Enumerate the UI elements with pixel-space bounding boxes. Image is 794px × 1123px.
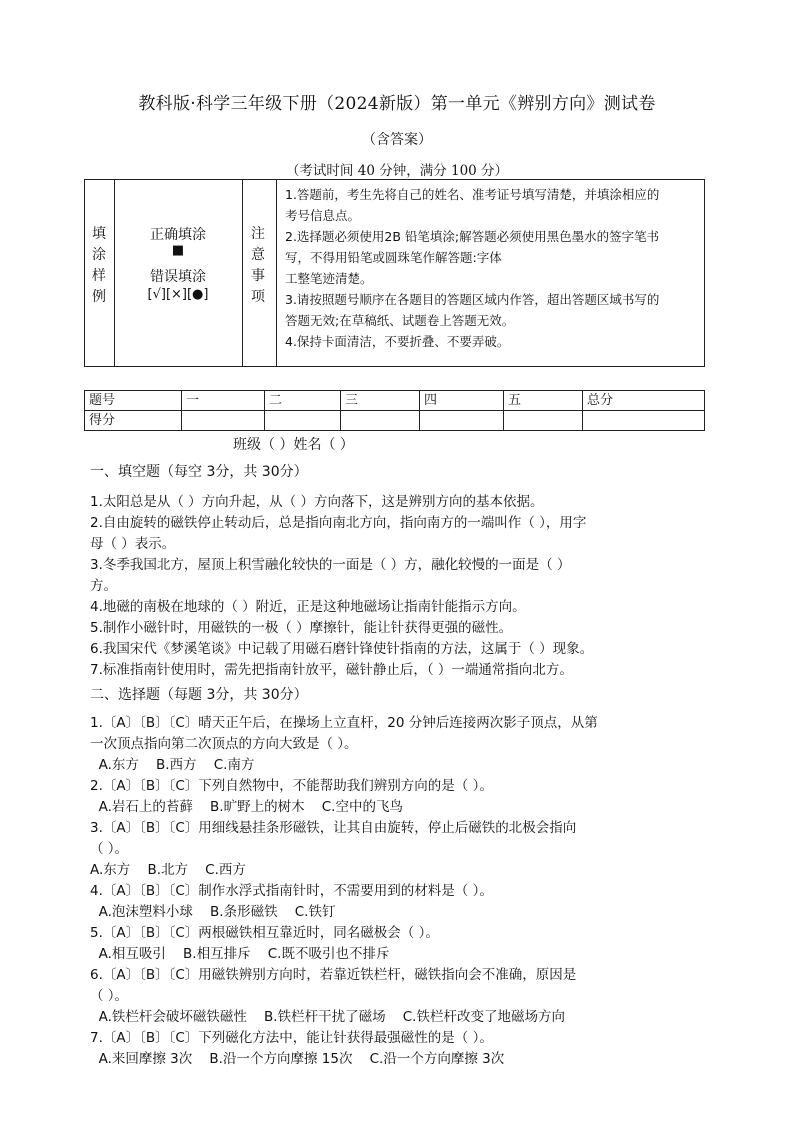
page-title: 教科版·科学三年级下册（2024新版）第一单元《辨别方向》测试卷 [138, 94, 656, 114]
correct-fill-mark: ■ [171, 243, 185, 258]
label-char: 事 [251, 268, 265, 284]
score-cell[interactable] [583, 411, 705, 431]
choice-question: 7.〔A〕〔B〕〔C〕下列磁化方法中，能让针获得最强磁性的是（ ）。 [90, 1030, 493, 1046]
note-line: 3.请按照题号顺序在各题目的答题区域内作答，超出答题区域书写的 [285, 292, 660, 307]
score-cell[interactable] [265, 411, 341, 431]
choice-options: A.岩石上的苔藓 B.旷野上的树木 C.空中的飞鸟 [90, 799, 403, 815]
score-header-cell: 题号 [85, 391, 182, 411]
label-char: 注 [251, 226, 265, 242]
label-char: 意 [251, 247, 265, 263]
score-table [84, 390, 705, 431]
label-char: 例 [92, 289, 106, 305]
score-header-cell: 三 [341, 391, 420, 411]
class-name-line: 班级（ ）姓名（ ） [233, 437, 354, 453]
label-char: 项 [251, 289, 265, 305]
score-cell[interactable] [420, 411, 504, 431]
fill-question: 3.冬季我国北方，屋顶上积雪融化较快的一面是（ ）方，融化较慢的一面是（ ） [90, 557, 571, 573]
note-line: 4.保持卡面清洁，不要折叠、不要弄破。 [285, 334, 510, 349]
score-header-cell: 二 [265, 391, 341, 411]
correct-fill-label: 正确填涂 [150, 227, 206, 243]
label-char: 样 [92, 268, 106, 284]
choice-question: 一次顶点指向第二次顶点的方向大致是（ ）。 [90, 736, 358, 752]
note-line: 答题无效;在草稿纸、试题卷上答题无效。 [285, 313, 515, 328]
score-cell[interactable] [182, 411, 265, 431]
choice-options: A.泡沫塑料小球 B.条形磁铁 C.铁钉 [90, 904, 336, 920]
choice-question: （ ）。 [90, 841, 129, 857]
choice-options: A.相互吸引 B.相互排斥 C.既不吸引也不排斥 [90, 946, 390, 962]
fill-question: 4.地磁的南极在地球的（ ）附近，正是这种地磁场让指南针能指示方向。 [90, 599, 526, 615]
section1-heading: 一、填空题（每空 3分，共 30分） [90, 464, 308, 480]
choice-question: （ ）。 [90, 988, 129, 1004]
wrong-fill-label: 错误填涂 [150, 269, 206, 285]
score-header-cell: 总分 [583, 391, 705, 411]
score-cell[interactable] [504, 411, 583, 431]
fill-question: 7.标准指南针使用时，需先把指南针放平，磁针静止后，（ ）一端通常指向北方。 [90, 662, 573, 678]
note-line: 考号信息点。 [285, 208, 361, 223]
score-value-row [85, 411, 705, 431]
note-line: 1.答题前，考生先将自己的姓名、准考证号填写清楚，并填涂相应的 [285, 187, 660, 202]
choice-question: 4.〔A〕〔B〕〔C〕制作水浮式指南针时，不需要用到的材料是（ ）。 [90, 883, 493, 899]
choice-question: 5.〔A〕〔B〕〔C〕两根磁铁相互靠近时，同名磁极会（ ）。 [90, 925, 439, 941]
score-header-cell: 一 [182, 391, 265, 411]
choice-question: 6.〔A〕〔B〕〔C〕用磁铁辨别方向时，若靠近铁栏杆，磁铁指向会不准确，原因是 [90, 967, 577, 983]
fill-question: 5.制作小磁针时，用磁铁的一极（ ）摩擦针，能让针获得更强的磁性。 [90, 620, 513, 636]
fill-question: 2.自由旋转的磁铁停止转动后，总是指向南北方向，指向南方的一端叫作（ ），用字 [90, 515, 587, 531]
choice-question: 2.〔A〕〔B〕〔C〕下列自然物中，不能帮助我们辨别方向的是（ ）。 [90, 778, 493, 794]
fill-question: 方。 [90, 578, 117, 594]
page-subtitle: （含答案） [362, 132, 432, 148]
exam-info: （考试时间 40 分钟，满分 100 分） [285, 163, 509, 179]
choice-options: A.铁栏杆会破坏磁铁磁性 B.铁栏杆干扰了磁场 C.铁栏杆改变了地磁场方向 [90, 1009, 565, 1025]
choice-options: A.东方 B.北方 C.西方 [90, 862, 246, 878]
notes-label [250, 224, 266, 308]
fill-question: 1.太阳总是从（ ）方向升起，从（ ）方向落下，这是辨别方向的基本依据。 [90, 494, 544, 510]
score-header-cell: 五 [504, 391, 583, 411]
choice-options: A.来回摩擦 3次 B.沿一个方向摩擦 15次 C.沿一个方向摩擦 3次 [90, 1051, 505, 1067]
fill-example-label [91, 224, 107, 308]
section2-heading: 二、选择题（每题 3分，共 30分） [90, 687, 308, 703]
choice-question: 1.〔A〕〔B〕〔C〕晴天正午后，在操场上立直杆，20 分钟后连接两次影子顶点，从第 [90, 715, 598, 731]
label-char: 涂 [92, 247, 106, 263]
choice-options: A.东方 B.西方 C.南方 [90, 757, 255, 773]
score-header-cell: 四 [420, 391, 504, 411]
score-row-label: 得分 [85, 411, 182, 431]
score-header-row [85, 391, 705, 411]
notes-list [285, 184, 703, 352]
note-line: 2.选择题必须使用2B 铅笔填涂;解答题必须使用黑色墨水的签字笔书 [285, 229, 660, 244]
instruction-table [84, 179, 705, 367]
fill-question: 母（ ）表示。 [90, 536, 176, 552]
note-line: 写，不得用铅笔或圆珠笔作解答题:字体 [285, 250, 502, 265]
wrong-fill-marks: [√][×][●] [147, 287, 209, 302]
score-cell[interactable] [341, 411, 420, 431]
fill-question: 6.我国宋代《梦溪笔谈》中记载了用磁石磨针锋使针指南的方法，这属于（ ）现象。 [90, 641, 594, 657]
choice-question: 3.〔A〕〔B〕〔C〕用细线悬挂条形磁铁，让其自由旋转，停止后磁铁的北极会指向 [90, 820, 577, 836]
note-line: 工整笔迹清楚。 [285, 271, 373, 286]
label-char: 填 [92, 226, 106, 242]
